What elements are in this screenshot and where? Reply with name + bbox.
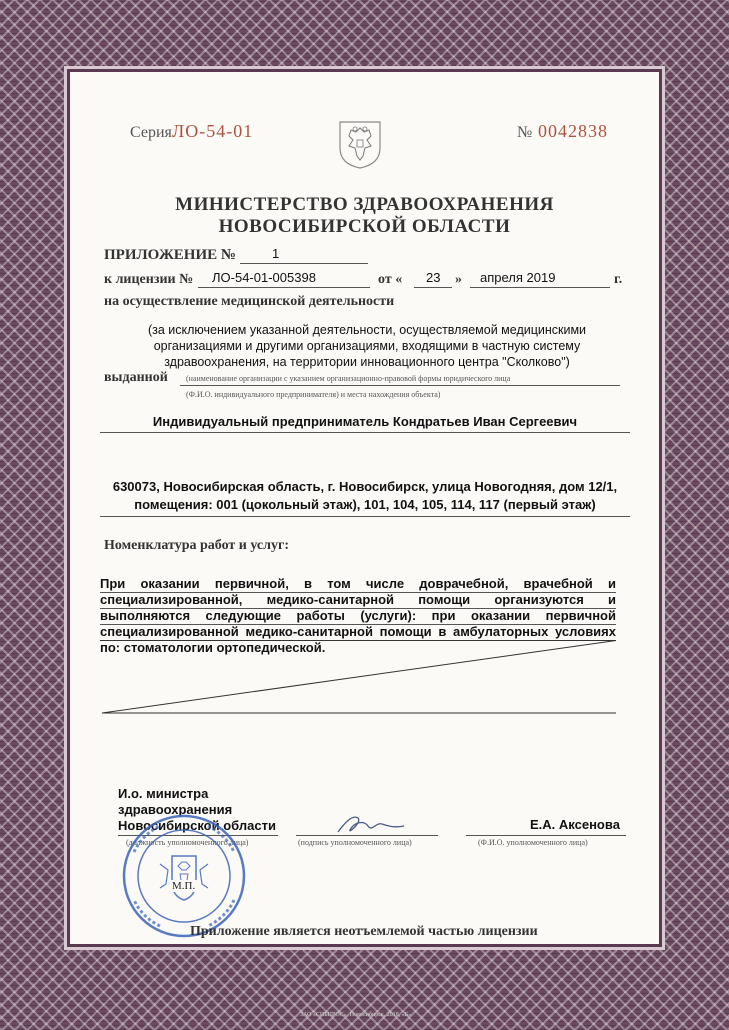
nomenclature-label: Номенклатура работ и услуг:	[104, 538, 289, 553]
seria-label: Серия	[130, 124, 172, 141]
signatory-line1: И.о. министра	[118, 786, 209, 801]
mp-label: М.П.	[172, 880, 196, 892]
services-underline-1	[100, 592, 616, 593]
footer-note: Приложение является неотъемлемой частью лицензии	[190, 924, 538, 939]
issued-caption-line1: (наименование организации с указанием организационно-правовой формы юридического лица	[186, 374, 511, 383]
caption-position: (должность уполномоченного лица)	[126, 838, 249, 847]
license-number-underline	[198, 287, 370, 288]
license-number: ЛО-54-01-005398	[212, 270, 316, 285]
signatory-name: Е.А. Аксенова	[530, 817, 620, 832]
address	[100, 478, 630, 514]
activity-type: на осуществление медицинской деятельности	[104, 294, 395, 309]
caption-name: (Ф.И.О. уполномоченного лица)	[478, 838, 588, 847]
license-label: к лицензии №	[104, 272, 194, 287]
coat-of-arms-icon	[337, 118, 383, 170]
issued-label: выданной	[104, 370, 168, 385]
signature-underline	[296, 835, 438, 836]
license-holder: Индивидуальный предприниматель Кондратьев Иван Сергеевич	[152, 414, 578, 429]
signatory-line3: Новосибирской области	[118, 818, 276, 833]
license-month-year: апреля 2019	[480, 270, 556, 285]
license-day-close: »	[455, 272, 462, 287]
exclusion-text: (за исключением указанной деятельности, осуществляемой медицинскими организациями и другими организациями, входящими в частную систему здравоохранения, на территории инновационного центра "Сколково")	[147, 323, 587, 369]
holder-underline	[100, 432, 630, 433]
appendix-label: ПРИЛОЖЕНИЕ №	[104, 247, 236, 263]
license-month-underline	[470, 287, 610, 288]
official-stamp	[120, 812, 248, 940]
license-from-label: от «	[378, 272, 403, 287]
printer-imprint: ЗАО «СИБПРОС», Новосибирск, 2018, «Б»	[300, 1012, 412, 1018]
number-value: 0042838	[538, 121, 608, 141]
ministry-title-line1: МИНИСТЕРСТВО ЗДРАВООХРАНЕНИЯ	[175, 194, 554, 215]
license-day-underline	[414, 287, 452, 288]
empty-area-strike	[100, 640, 620, 720]
license-day: 23	[426, 270, 441, 285]
services-underline-3	[100, 624, 616, 625]
signatory-line2: здравоохранения	[118, 802, 233, 817]
ministry-title-line2: НОВОСИБИРСКОЙ ОБЛАСТИ	[218, 216, 511, 237]
issued-caption-line2: (Ф.И.О. индивидуального предпринимателя) и места нахождения объекта)	[186, 390, 441, 399]
caption-signature: (подпись уполномоченного лица)	[298, 838, 412, 847]
services-underline-2	[100, 608, 616, 609]
name-underline	[466, 835, 626, 836]
services-text: При оказании первичной, в том числе доврачебной, врачебной и специализированной, медико-санитарной помощи организуются и выполняются следующие работы (услуги): при оказании первичной специализированной медико-санитарной помощи в амбулаторных условиях по: стоматологии ортопедической.	[100, 576, 616, 655]
address-underline	[100, 516, 630, 517]
seria-value: ЛО-54-01	[172, 121, 254, 141]
appendix-value: 1	[272, 246, 280, 261]
address-line1: 630073, Новосибирская область, г. Новосибирск, улица Новогодняя, дом 12/1,	[112, 479, 618, 494]
appendix-underline	[240, 263, 368, 264]
address-line2: помещения: 001 (цокольный этаж), 101, 104, 105, 114, 117 (первый этаж)	[134, 497, 596, 512]
number-label: №	[517, 124, 533, 141]
license-year-suffix: г.	[614, 272, 623, 287]
issued-underline	[180, 385, 620, 386]
